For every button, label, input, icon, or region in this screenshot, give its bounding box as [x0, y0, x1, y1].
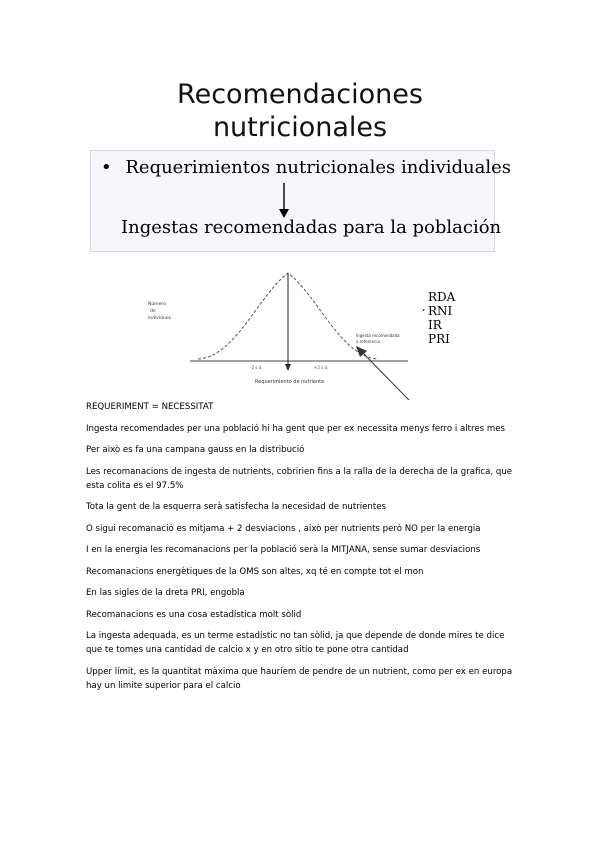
title-line-1: Recomendaciones: [177, 79, 423, 110]
tick-right: +2 s.d.: [314, 365, 329, 370]
tick-mid: M: [286, 365, 290, 370]
paragraph: Recomanacions es una cosa estadística molt sòlid: [86, 609, 302, 620]
bullet-text: Requerimientos nutricionales individuales: [125, 157, 511, 178]
legend-item-rda: RDA: [428, 290, 456, 304]
paragraph: I en la energia les recomanacions per la població serà la MITJANA, sense sumar desviacions: [86, 545, 481, 555]
y-label-3: individuos: [148, 316, 171, 321]
legend-item-ir: IR: [428, 318, 442, 332]
gauss-figure: [0, 0, 600, 400]
paragraph: O sigui recomanació es mitjama + 2 desviacions , això per nutrients però NO per la energia: [86, 523, 481, 534]
annotation-line-1: Ingesta recomendada: [356, 333, 400, 338]
y-label-1: Número: [148, 302, 166, 307]
paragraph: Tota la gent de la esquerra serà satisfecha la necesidad de nutrientes: [86, 502, 386, 512]
paragraph: Per això es fa una campana gauss en la distribució: [86, 445, 305, 455]
title-line-2: nutricionales: [212, 112, 388, 143]
paragraph: La ingesta adequada, es un terme estadístic no tan sòlid, ja que depende de donde mires te dice que te tomes una cantidad de calcio x y en otro sitio te pone otra cantidad: [86, 631, 505, 655]
legend-acronyms: [428, 290, 455, 346]
legend-item-rni: RNI: [428, 304, 453, 318]
legend-item-pri: PRI: [428, 332, 450, 346]
paragraph: Upper límit, es la quantitat màxima que hauríem de pendre de un nutrient, como per ex en europa hay un limite superior para el calcio: [86, 666, 513, 691]
paragraph: Les recomanacions de ingesta de nutrients, cobririen fins a la ralla de la derecha de la grafica, que esta colita es el 97.5%: [86, 466, 513, 491]
tick-left: -2 s.d.: [250, 365, 263, 370]
annotation-line-2: o referencia: [356, 339, 380, 344]
paragraph: En las sigles de la dreta PRI, engobla: [86, 588, 245, 598]
paragraph: REQUERIMENT = NECESSITAT: [86, 402, 214, 412]
slide-result-text: Ingestas recomendadas para la población: [121, 217, 502, 238]
paragraph: Recomanacions energètiques de la OMS son altes, xq té en compte tot el mon: [86, 566, 424, 577]
y-label-2: de: [150, 309, 156, 314]
body-text: [86, 400, 516, 700]
bullet-symbol: •: [101, 157, 112, 178]
paragraph: Ingesta recomendades per una població hi ha gent que per ex necessita menys ferro i altres mes: [86, 423, 505, 434]
x-axis-label: Requerimiento de nutriente: [255, 379, 325, 385]
